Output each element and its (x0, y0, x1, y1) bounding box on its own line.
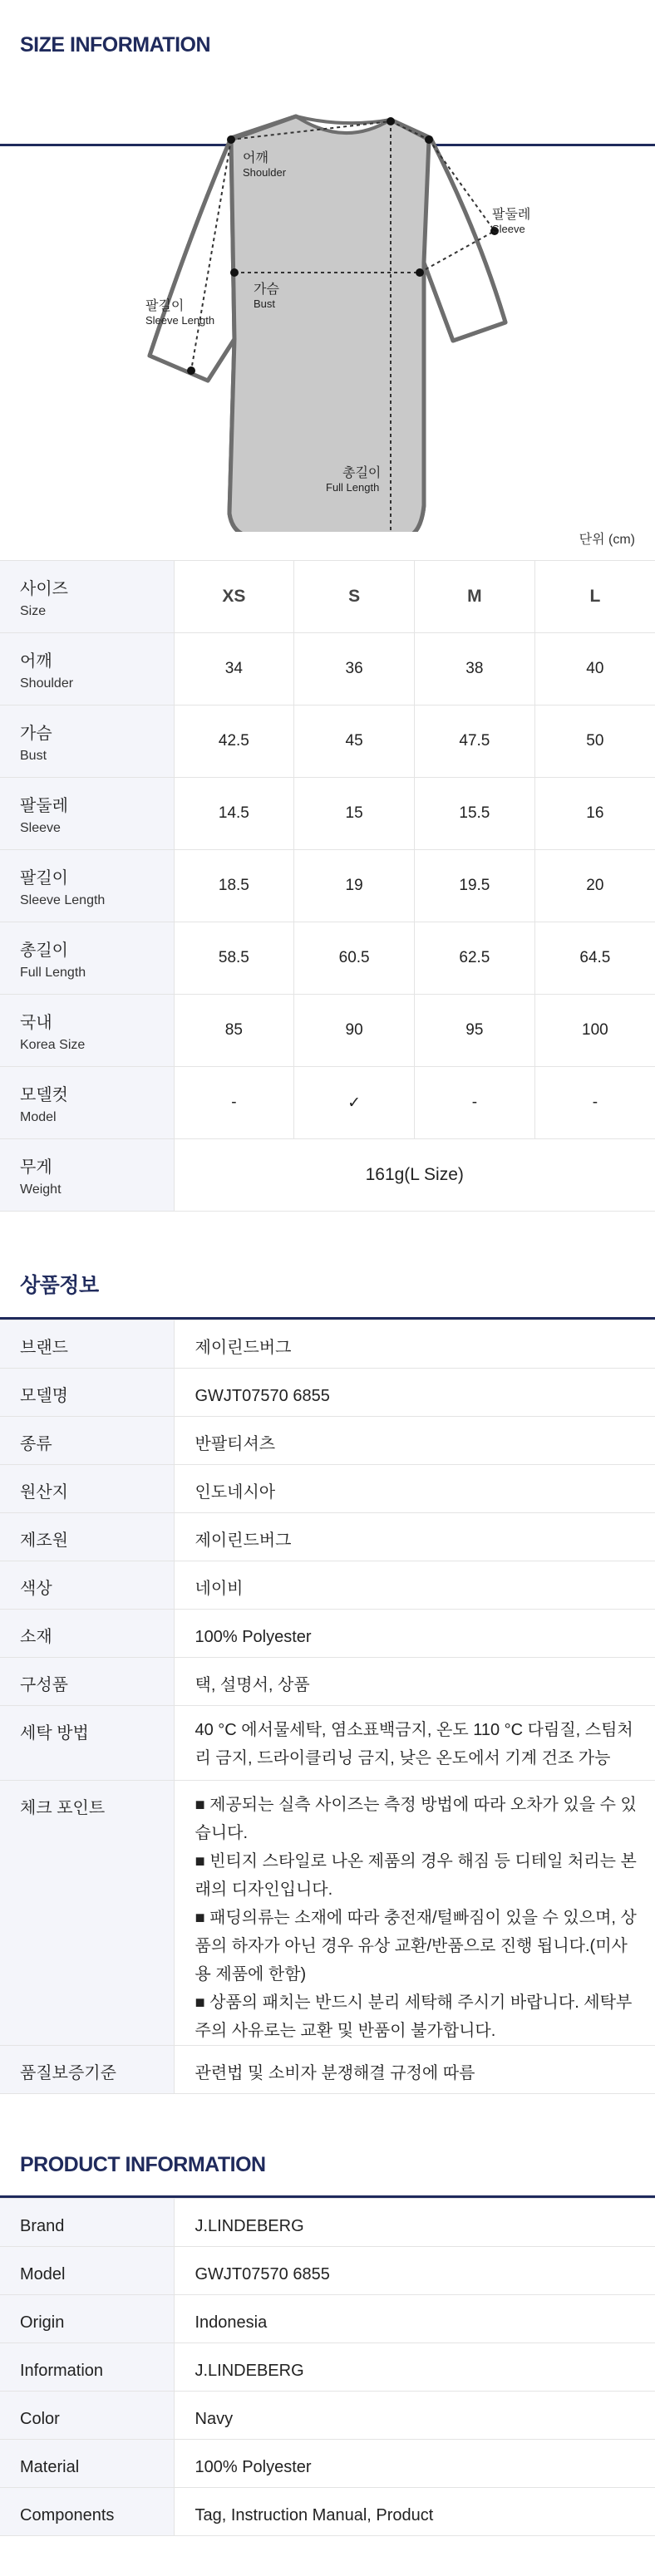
cell: 95 (415, 995, 535, 1067)
row-head (0, 1139, 174, 1212)
cell: 19 (294, 850, 415, 922)
info-row (0, 2440, 655, 2488)
size-table (0, 560, 655, 1212)
info-row (0, 1369, 655, 1417)
row-head-en: Sleeve (20, 820, 61, 835)
cell: - (174, 1067, 294, 1139)
info-label: Components (0, 2488, 174, 2536)
cell: 62.5 (415, 922, 535, 995)
info-value: GWJT07570 6855 (174, 2247, 655, 2295)
row-head (0, 850, 174, 922)
row-head-en: Shoulder (20, 676, 74, 691)
product-ko-table (0, 1320, 655, 2094)
cell: 15 (294, 778, 415, 850)
cell: 14.5 (174, 778, 294, 850)
info-label: 품질보증기준 (0, 2046, 174, 2094)
cell: 15.5 (415, 778, 535, 850)
label-bust-ko: 가슴 (254, 283, 279, 297)
info-row (0, 2488, 655, 2536)
info-label: Brand (0, 2199, 174, 2247)
size-row-model (0, 1067, 655, 1139)
info-row (0, 1658, 655, 1706)
row-head-en: Sleeve Length (20, 892, 106, 907)
info-label: 색상 (0, 1561, 174, 1610)
cell: 100 (534, 995, 655, 1067)
cell: 19.5 (415, 850, 535, 922)
cell: 47.5 (415, 705, 535, 778)
size-col-l: L (534, 561, 655, 633)
size-col-s: S (294, 561, 415, 633)
cell: 36 (294, 633, 415, 705)
info-row-check-point (0, 1781, 655, 2046)
info-value: 40 °C 에서물세탁, 염소표백금지, 온도 110 °C 다림질, 스팀처리 금지, 드라이클리닝 금지, 낮은 온도에서 기계 건조 가능 (174, 1706, 655, 1781)
info-row (0, 1320, 655, 1369)
row-head-ko: 총길이 (20, 941, 68, 960)
row-head-ko: 어깨 (20, 651, 52, 671)
product-ko-section (0, 1257, 655, 2094)
row-head-ko: 무게 (20, 1158, 52, 1177)
row-head-ko: 팔둘레 (20, 796, 68, 815)
size-header-cell (0, 561, 174, 633)
info-value: 제이린드버그 (174, 1320, 655, 1369)
check-point-line: ■ 상품의 패치는 반드시 분리 세탁해 주시기 바랍니다. 세탁부주의 사유로는 교환 및 반품이 불가합니다. (195, 1993, 633, 2040)
cell: 64.5 (534, 922, 655, 995)
info-row (0, 1706, 655, 1781)
label-sleeve-length-ko: 팔길이 (145, 299, 185, 313)
cell: 58.5 (174, 922, 294, 995)
info-label: 모델명 (0, 1369, 174, 1417)
row-head-en: Bust (20, 748, 47, 763)
size-header-en: Size (20, 603, 47, 618)
cell: 20 (534, 850, 655, 922)
info-row (0, 1610, 655, 1658)
row-head-ko: 가슴 (20, 724, 52, 743)
row-head (0, 995, 174, 1067)
size-header-row (0, 561, 655, 633)
info-label: 브랜드 (0, 1320, 174, 1369)
info-row (0, 2247, 655, 2295)
info-value: 100% Polyester (174, 2440, 655, 2488)
product-en-table (0, 2198, 655, 2536)
info-value: Navy (174, 2392, 655, 2440)
cell: 50 (534, 705, 655, 778)
info-row (0, 1513, 655, 1561)
label-shoulder-ko: 어깨 (243, 151, 268, 165)
cell: - (534, 1067, 655, 1139)
cell: 90 (294, 995, 415, 1067)
size-row-shoulder (0, 633, 655, 705)
row-head-en: Korea Size (20, 1037, 86, 1052)
info-label: Color (0, 2392, 174, 2440)
cell: 16 (534, 778, 655, 850)
info-value: 네이비 (174, 1561, 655, 1610)
label-shoulder-en: Shoulder (243, 166, 287, 179)
unit-label: 단위 (cm) (579, 533, 635, 547)
check-point-list (174, 1781, 655, 2046)
product-ko-title: 상품정보 (20, 1274, 99, 1297)
check-icon: ✓ (294, 1067, 415, 1139)
cell: 18.5 (174, 850, 294, 922)
label-sleeve-en: Sleeve (492, 223, 525, 235)
row-head-en: Full Length (20, 965, 86, 980)
check-point-line: ■ 제공되는 실측 사이즈는 측정 방법에 따라 오차가 있을 수 있습니다. (195, 1796, 637, 1842)
size-row-sleeve (0, 778, 655, 850)
info-label: Model (0, 2247, 174, 2295)
size-header-ko: 사이즈 (20, 579, 68, 598)
info-label: Origin (0, 2295, 174, 2343)
info-value: 제이린드버그 (174, 1513, 655, 1561)
check-point-line: ■ 빈티지 스타일로 나온 제품의 경우 해짐 등 디테일 처리는 본래의 디자인입니다. (195, 1852, 637, 1899)
cell: 40 (534, 633, 655, 705)
info-value: Indonesia (174, 2295, 655, 2343)
size-row-korea-size (0, 995, 655, 1067)
size-col-m: M (415, 561, 535, 633)
size-row-sleeve-length (0, 850, 655, 922)
info-value: GWJT07570 6855 (174, 1369, 655, 1417)
info-label: 원산지 (0, 1465, 174, 1513)
cell: 34 (174, 633, 294, 705)
size-diagram (0, 106, 655, 547)
product-en-title: PRODUCT INFORMATION (20, 2153, 266, 2176)
info-value: 반팔티셔츠 (174, 1417, 655, 1465)
info-label: 구성품 (0, 1658, 174, 1706)
info-label: Material (0, 2440, 174, 2488)
info-label: 소재 (0, 1610, 174, 1658)
info-label: Information (0, 2343, 174, 2392)
size-col-xs: XS (174, 561, 294, 633)
label-full-length-en: Full Length (326, 481, 380, 494)
weight-value: 161g(L Size) (174, 1139, 655, 1212)
info-row (0, 2199, 655, 2247)
row-head (0, 705, 174, 778)
info-value: 관련법 및 소비자 분쟁해결 규정에 따름 (174, 2046, 655, 2094)
tshirt-diagram (0, 106, 655, 532)
row-head (0, 633, 174, 705)
info-value: Tag, Instruction Manual, Product (174, 2488, 655, 2536)
cell: 60.5 (294, 922, 415, 995)
size-info-title: SIZE INFORMATION (20, 33, 211, 57)
check-point-line: ■ 패딩의류는 소재에 따라 충전재/털빠짐이 있을 수 있으며, 상품의 하자가 아닌 경우 유상 교환/반품으로 진행 됩니다.(미사용 제품에 한함) (195, 1909, 637, 1984)
info-label: 체크 포인트 (0, 1781, 174, 2046)
row-head-ko: 국내 (20, 1013, 52, 1032)
cell: 45 (294, 705, 415, 778)
info-value: J.LINDEBERG (174, 2343, 655, 2392)
info-row (0, 1417, 655, 1465)
row-head-ko: 팔길이 (20, 868, 68, 887)
label-bust-en: Bust (254, 297, 276, 310)
info-row (0, 2392, 655, 2440)
cell: 38 (415, 633, 535, 705)
info-row (0, 2046, 655, 2094)
info-row (0, 2295, 655, 2343)
row-head (0, 922, 174, 995)
info-value: 100% Polyester (174, 1610, 655, 1658)
label-sleeve-length-en: Sleeve Length (145, 314, 215, 327)
size-row-full-length (0, 922, 655, 995)
info-value: J.LINDEBERG (174, 2199, 655, 2247)
product-en-section (0, 2136, 655, 2536)
size-info-section (0, 0, 655, 1212)
row-head (0, 778, 174, 850)
size-row-weight (0, 1139, 655, 1212)
cell: - (415, 1067, 535, 1139)
label-sleeve-ko: 팔둘레 (492, 208, 531, 222)
row-head-en: Model (20, 1109, 57, 1124)
size-row-bust (0, 705, 655, 778)
cell: 42.5 (174, 705, 294, 778)
row-head-ko: 모델컷 (20, 1085, 68, 1104)
info-row (0, 1561, 655, 1610)
label-full-length-ko: 총길이 (342, 466, 382, 480)
info-value: 인도네시아 (174, 1465, 655, 1513)
info-label: 종류 (0, 1417, 174, 1465)
row-head-en: Weight (20, 1182, 62, 1197)
info-label: 세탁 방법 (0, 1706, 174, 1781)
info-label: 제조원 (0, 1513, 174, 1561)
info-row (0, 1465, 655, 1513)
info-row (0, 2343, 655, 2392)
row-head (0, 1067, 174, 1139)
cell: 85 (174, 995, 294, 1067)
info-value: 택, 설명서, 상품 (174, 1658, 655, 1706)
